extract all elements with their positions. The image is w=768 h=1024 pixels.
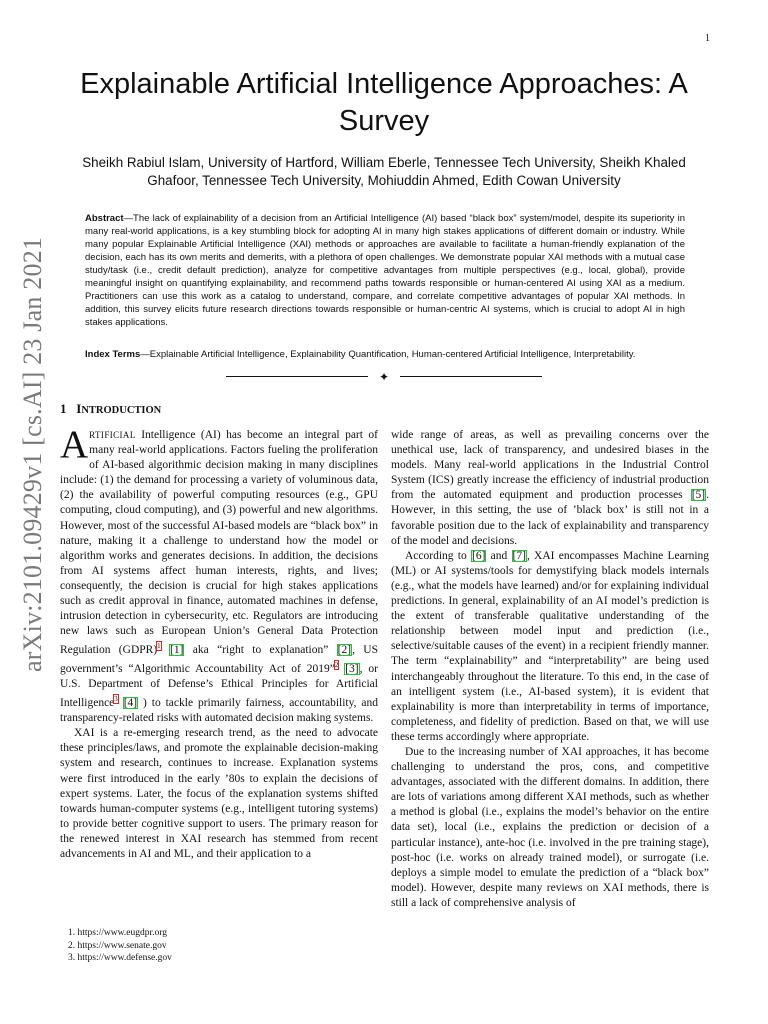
paragraph-text: and xyxy=(486,549,512,562)
paragraph-text: , or U.S. Department of Defense’s Ethical Principles for Artificial Intelligence xyxy=(60,663,378,710)
citation-link[interactable]: [6] xyxy=(471,549,486,562)
footnotes xyxy=(68,927,368,965)
abstract-text: —The lack of explainability of a decision from an Artificial Intelligence (AI) based “black box” system/model, despite its superiority in many real-world applications, is a key stumbling block for adopting AI in many high stakes applications of different domain or industry. While many popular Explainable Artificial Intelligence (XAI) methods or approaches are available to facilitate a human-friendly explanation of the decision, each has its own merits and demerits, with a plethora of open challenges. We demonstrate popular XAI methods with a mutual case study/task (i.e., credit default prediction), analyze for competitive advantages from multiple perspectives (e.g., local, global), provide meaningful insight on quantifying explainability, and recommend paths towards responsible or human-centered AI using XAI as a medium. Practitioners can use this work as a catalog to understand, compare, and correlate competitive advantages of popular XAI methods. In addition, this survey elicits future research directions towards responsible or human-centric AI systems, which is crucial to adopt AI in high stakes applications. xyxy=(85,213,685,328)
section-title-rest: NTRODUCTION xyxy=(81,405,162,416)
divider-rule-right xyxy=(400,376,542,377)
paragraph-text: aka “right to explanation” xyxy=(184,644,337,657)
footnote-item[interactable]: 3. https://www.defense.gov xyxy=(68,953,172,964)
divider-rule-left xyxy=(226,376,368,377)
index-terms xyxy=(85,348,685,361)
left-column xyxy=(60,423,379,862)
author-list: Sheikh Rabiul Islam, University of Hartford, William Eberle, Tennessee Tech University, Sheikh Khaled Ghafoor, Tennessee Tech University, Mohiuddin Ahmed, Edith Cowan University xyxy=(82,155,686,188)
abstract xyxy=(85,212,685,329)
index-terms-label: Index Terms xyxy=(85,349,141,360)
paper-title: Explainable Artificial Intelligence Approaches: A Survey xyxy=(80,68,688,137)
intro-paragraph-2: XAI is a re-emerging research trend, as the need to advocate these principles/laws, and promote the explainable decision-making system and research, continues to increase. Explanation systems were first introduced in the early ’80s to explain the decisions of expert systems. Later, the focus of the explanation systems shifted towards human-computer systems (e.g., intelligent tutoring systems) to provide better cognitive support to users. The primary reason for the renewed interest in XAI research has stemmed from recent advancements in AI and ML, and their application to a xyxy=(60,727,378,861)
index-terms-text: —Explainable Artificial Intelligence, Explainability Quantification, Human-centered Artificial Intelligence, Interpretability. xyxy=(140,349,636,360)
paragraph-text: ) to tackle primarily fairness, accountability, and transparency-related risks with automated decision making systems. xyxy=(60,697,378,725)
footnote-marker[interactable]: 1 xyxy=(157,642,161,651)
footnote-marker[interactable]: 2 xyxy=(334,661,339,670)
citation-link[interactable]: [2] xyxy=(337,644,352,657)
footnote-marker[interactable]: 3 xyxy=(114,695,118,704)
diamond-icon: ✦ xyxy=(378,370,390,384)
footnote-item[interactable]: 1. https://www.eugdpr.org xyxy=(68,928,167,938)
abstract-label: Abstract xyxy=(85,213,124,224)
citation-link[interactable]: [5] xyxy=(691,489,706,502)
section-heading xyxy=(60,401,161,419)
paragraph-text: , XAI encompasses Machine Learning (ML) or AI systems/tools for demystifying black models internals (e.g., what the models have learned) and/or for explaining individual predictions. In general, explainability of an AI model’s prediction is the extent of transferable qualitative understanding of the relationship between model input and prediction (i.e., selective/suitable causes of the event) in a recipient friendly manner. The term “explainability” and “interpretability” are being used interchangeably throughout the literature. To this end, in the case of an intelligent system (i.e., AI-based system), it is evident that explainability is more than interpretability in terms of importance, completeness, and fidelity of prediction. Based on that, we will use these terms accordingly where appropriate. xyxy=(391,549,710,743)
section-title-initial: I xyxy=(76,401,82,416)
paragraph-text: Intelligence (AI) has become an integral part of many real-world applications. Factors fueling the proliferation of AI-based algorithmic decision making in many disciplines include: (1) the demand for processing a variety of voluminous data, (2) the availability of powerful computing resources (e.g., GPU computing, cloud computing), and (3) powerful and new algorithms. However, most of the successful AI-based models are “black box” in nature, making it a challenge to understand how the model or algorithm works and generates decisions. In addition, the decisions from AI systems affect human interests, rights, and lives; consequently, the decision is crucial for high stakes applications such as credit approval in finance, automated machines in defense, intrusion detection in cybersecurity, etc. Regulators are introducing new laws such as European Union’s General Data Protection Regulation (GDPR) xyxy=(60,429,378,657)
citation-link[interactable]: [4] xyxy=(123,697,138,710)
citation-link[interactable]: [1] xyxy=(170,644,184,657)
citation-link[interactable]: [3] xyxy=(345,663,359,676)
arxiv-identifier-stamp: arXiv:2101.09429v1 [cs.AI] 23 Jan 2021 xyxy=(18,236,47,672)
paragraph-text: According to xyxy=(405,549,471,562)
paragraph-text: . However, in this setting, the use of ’black box’ is still not in a favorable position due to the lack of explainability and transparency of the model and decisions. xyxy=(391,489,709,547)
citation-link[interactable]: [7] xyxy=(512,549,526,562)
paragraph-text: wide range of areas, as well as prevailing concerns over the unethical use, lack of transparency, and undesired biases in the models. Many real-world applications in the Industrial Control System (ICS) greatly increase the efficiency of industrial production from the automated equipment and production processes xyxy=(391,429,709,502)
drop-cap: A xyxy=(60,423,89,466)
paragraph-text: , US government’s “Algorithmic Accountability Act of 2019” xyxy=(60,644,379,676)
footnote-item[interactable]: 2. https://www.senate.gov xyxy=(68,940,167,951)
section-number: 1 xyxy=(60,401,67,416)
intro-paragraph-1 xyxy=(60,423,379,726)
intro-paragraph-5: Due to the increasing number of XAI approaches, it has become challenging to understand the pros, cons, and competitive advantages, associated with the different domains. In addition, there are lots of variations among different XAI methods, such as whether a method is global (i.e., explains the model’s behavior on the entire data set), local (i.e., explains the prediction or decision of a particular instance), ante-hoc (i.e. involved in the pre training stage), post-hoc (i.e. works on already trained model), or surrogate (i.e. deploys a simple model to emulate the prediction of a “black box” model). However, despite many reviews on XAI methods, there is still a lack of comprehensive analysis of xyxy=(391,745,709,909)
intro-paragraph-4 xyxy=(391,549,709,745)
smallcaps-lead: RTIFICIAL xyxy=(89,430,136,440)
intro-paragraph-3 xyxy=(391,428,709,549)
right-column xyxy=(391,428,709,911)
section-divider xyxy=(226,370,542,384)
page-number: 1 xyxy=(705,33,710,44)
